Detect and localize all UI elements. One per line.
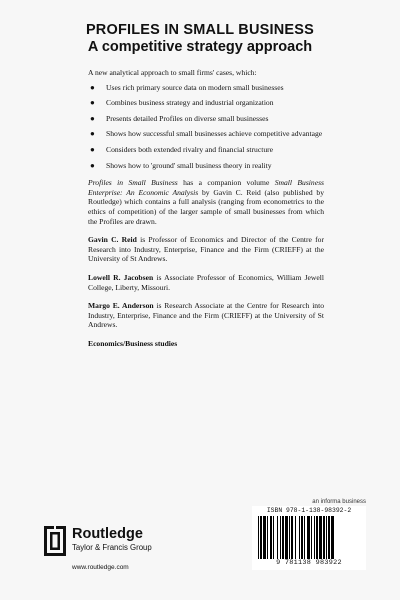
barcode-bar [323, 516, 325, 560]
companion-text-1: has a companion volume [177, 178, 275, 188]
author-bio-text: is Professor of Economics and Director of the Centre for Research into Industry, Enterprise, Finance and the Firm (CRIEFF) at the University of St Andrews. [88, 235, 324, 264]
barcode-bars [256, 516, 362, 560]
author-bio [88, 301, 324, 330]
isbn-label: ISBN 978-1-138-98392-2 [266, 507, 352, 514]
companion-paragraph [88, 178, 324, 226]
routledge-logo-icon [44, 526, 66, 556]
author-bio [88, 273, 324, 292]
barcode-bar [304, 516, 305, 560]
barcode-bar [299, 516, 300, 560]
barcode-bar [295, 516, 296, 560]
book-title: PROFILES IN SMALL BUSINESS [85, 22, 315, 38]
list-item-text: Uses rich primary source data on modern small businesses [106, 82, 284, 92]
barcode-bar [311, 516, 312, 560]
bullet-icon: ● [90, 113, 95, 123]
barcode-bar [282, 516, 284, 560]
blurb [88, 68, 324, 357]
list-item-text: Combines business strategy and industrial organization [106, 98, 274, 108]
list-item [88, 161, 324, 171]
barcode-bar [258, 516, 259, 560]
bullet-icon: ● [90, 82, 95, 92]
barcode-bar [280, 516, 281, 560]
barcode-bar [273, 516, 274, 560]
list-item-text: Shows how to 'ground' small business theory in reality [106, 160, 272, 170]
barcode-bar [285, 516, 288, 560]
list-item-text: Considers both extended rivalry and financial structure [106, 144, 274, 154]
barcode-bar [326, 516, 327, 560]
feature-list [88, 83, 324, 171]
barcode-bar [314, 516, 315, 560]
barcode-bar [328, 516, 330, 560]
barcode-bar [307, 516, 310, 560]
author-name: Margo E. Anderson [88, 301, 154, 311]
barcode-bar [263, 516, 266, 560]
list-item-text: Shows how successful small businesses achieve competitive advantage [106, 129, 323, 139]
barcode-bar [319, 516, 322, 560]
bullet-icon: ● [90, 144, 95, 154]
list-item [88, 145, 324, 155]
barcode-bar [289, 516, 290, 560]
barcode-bar [291, 516, 293, 560]
author-name: Lowell R. Jacobsen [88, 272, 154, 282]
bullet-icon: ● [90, 160, 95, 170]
list-item [88, 83, 324, 93]
intro-text: A new analytical approach to small firms' cases, which: [88, 68, 257, 77]
barcode-bar [270, 516, 272, 560]
publisher-group: Taylor & Francis Group [72, 543, 152, 552]
barcode-bar [331, 516, 334, 560]
author-bio [88, 235, 324, 264]
author-bio-text: is Research Associate at the Centre for Research into Industry, Enterprise, Finance and the Firm (CRIEFF) at the University of St Andrews. [88, 301, 325, 330]
author-name: Gavin C. Reid [88, 235, 137, 245]
companion-text-2: by Gavin C. Reid (also published by Routledge) which contains a full analysis (ranging from econometrics to the ethics of competition) of the larger sample of small businesses from which the Profiles are drawn. [88, 187, 324, 226]
list-item-text: Presents detailed Profiles on diverse small businesses [106, 113, 269, 123]
bullet-icon: ● [90, 98, 95, 108]
companion-volume: Small Business Enterprise: An Economic Analysis [88, 178, 324, 197]
barcode [252, 506, 366, 570]
list-item [88, 98, 324, 108]
barcode-bar [260, 516, 262, 560]
publisher-url: www.routledge.com [72, 564, 129, 571]
list-item [88, 114, 324, 124]
author-bio-text: is Associate Professor of Economics, William Jewell College, Liberty, Missouri. [88, 272, 324, 292]
informa-tagline: an informa business [312, 499, 366, 505]
list-item [88, 129, 324, 139]
publisher-name: Routledge [72, 526, 143, 542]
bullet-icon: ● [90, 129, 95, 139]
book-subtitle: A competitive strategy approach [87, 39, 313, 55]
companion-title: Profiles in Small Business [88, 178, 178, 188]
barcode-digits: 9 781138 983922 [254, 559, 364, 567]
subject-category: Economics/Business studies [88, 338, 178, 348]
barcode-bar [267, 516, 268, 560]
barcode-bar [301, 516, 303, 560]
barcode-bar [277, 516, 278, 560]
barcode-bar [316, 516, 318, 560]
